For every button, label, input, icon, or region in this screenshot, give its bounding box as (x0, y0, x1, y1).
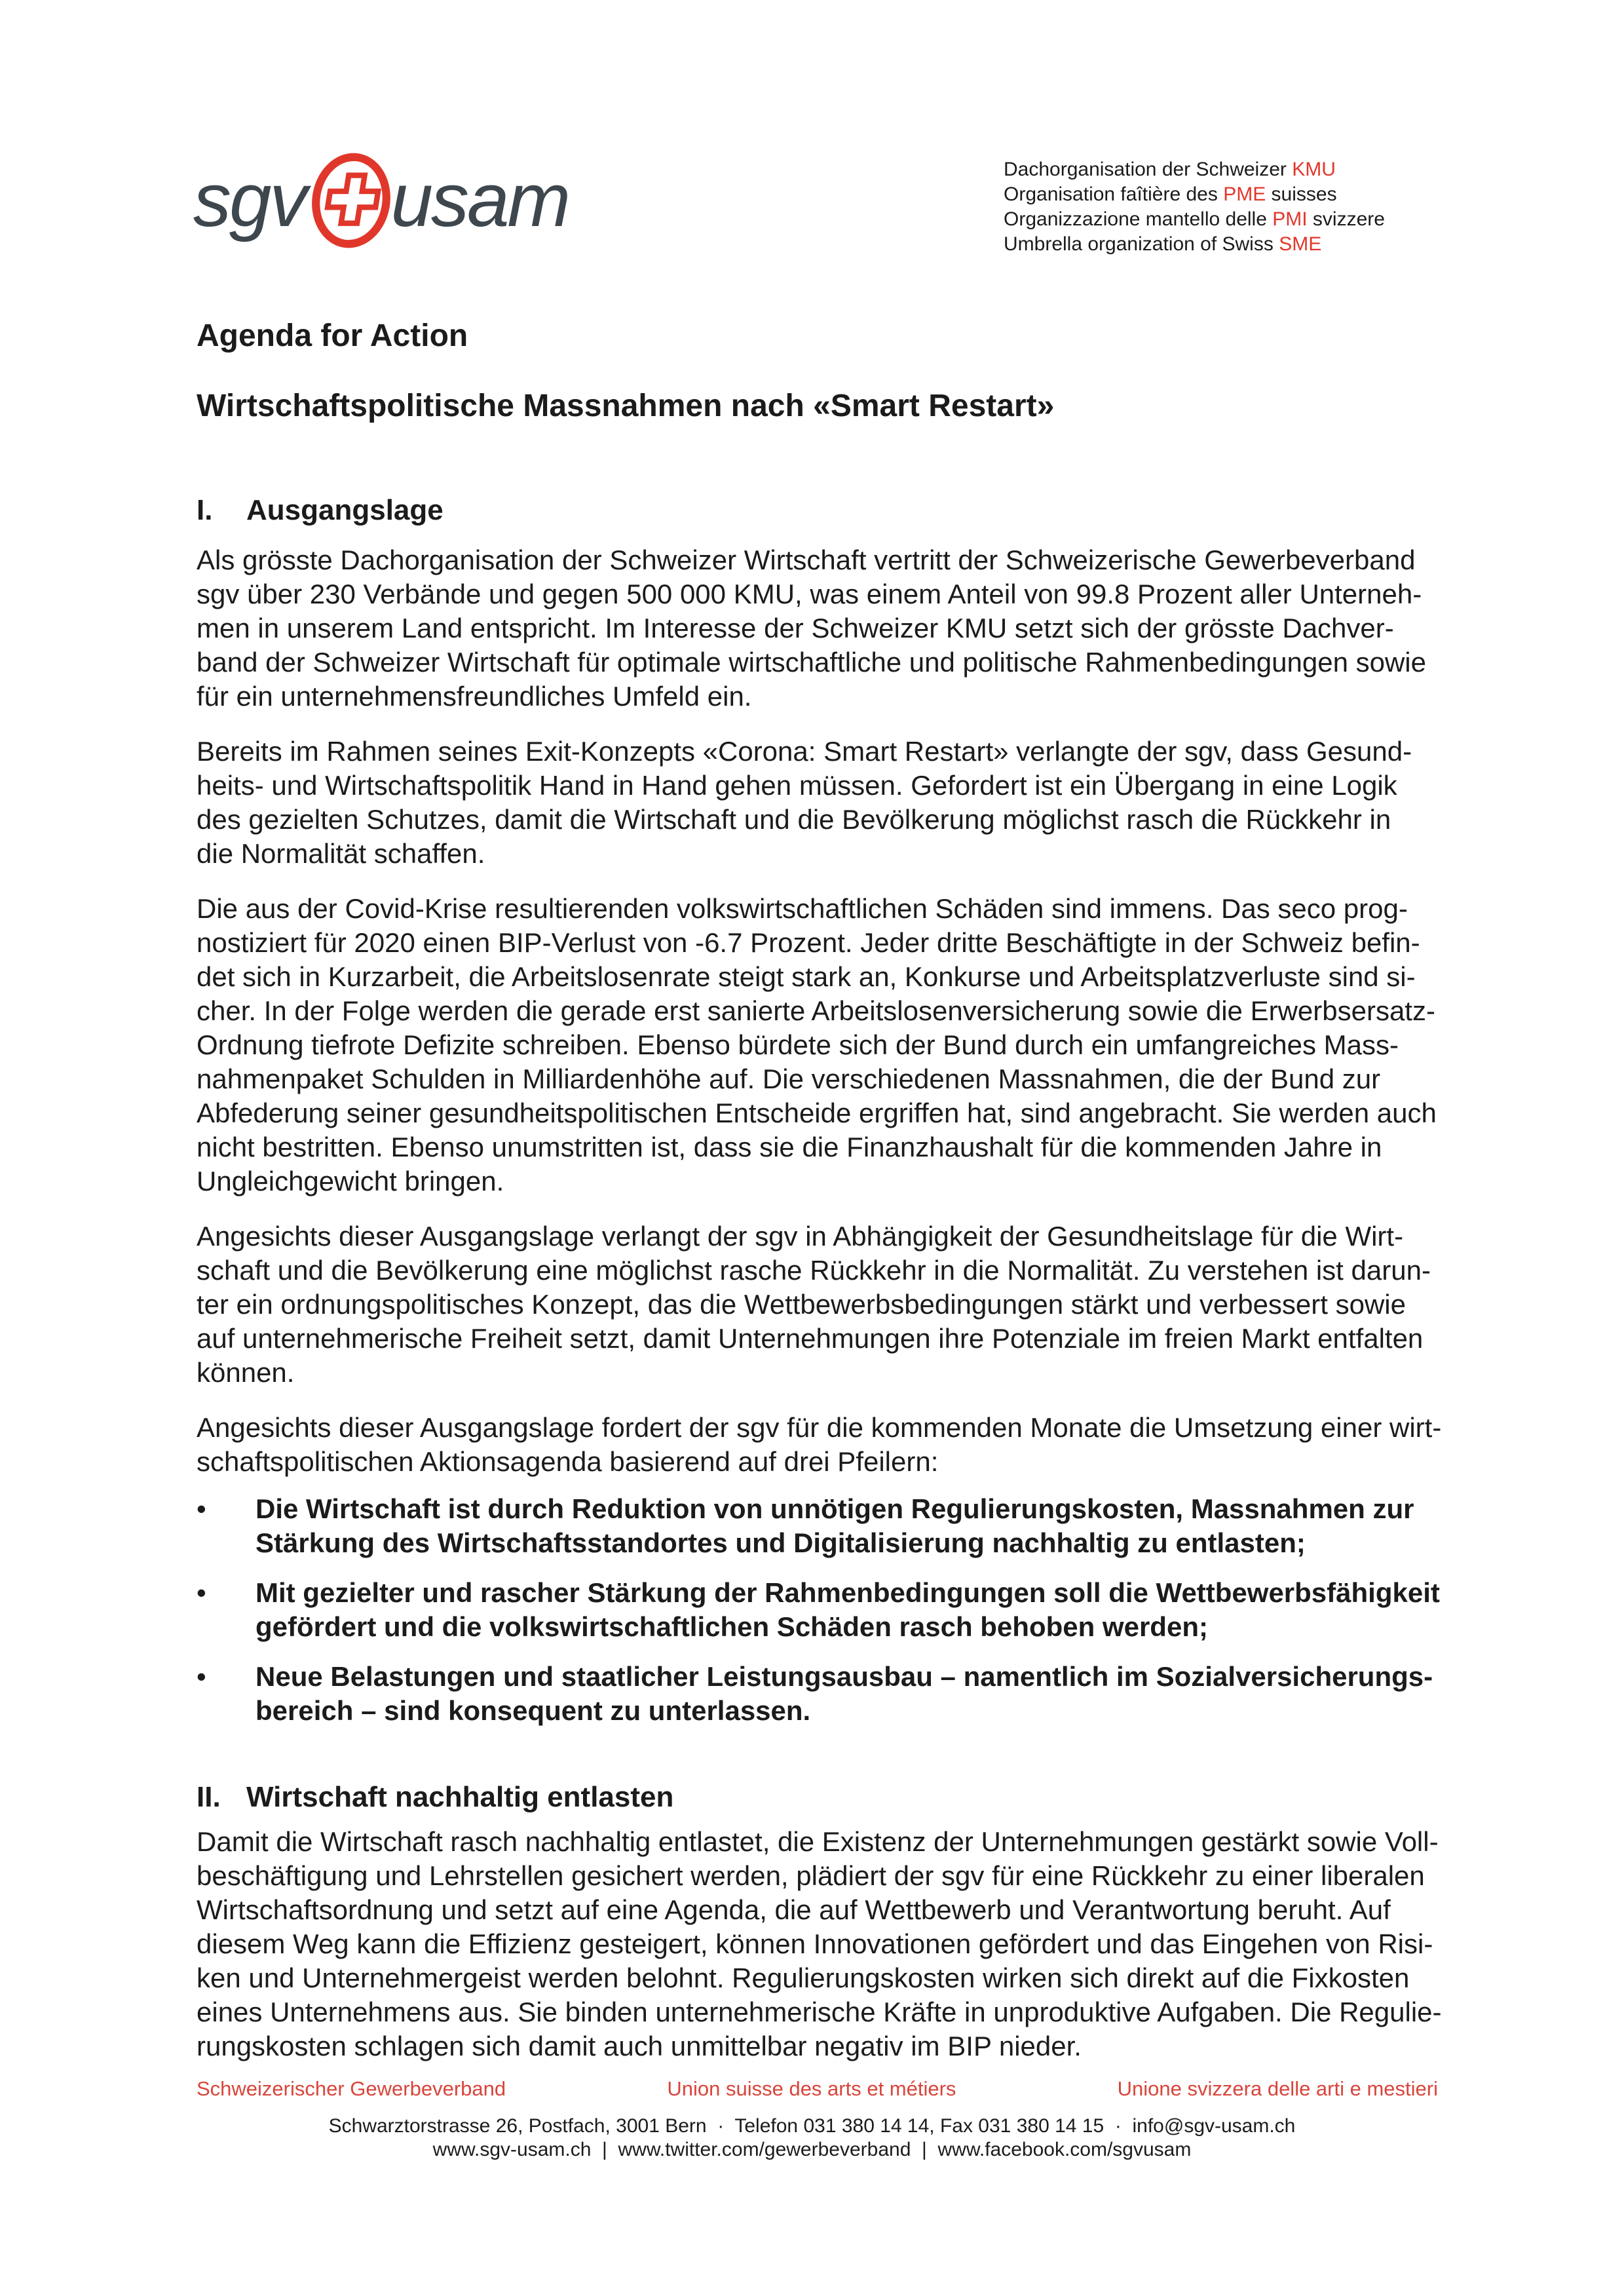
section-heading-1 (197, 493, 1438, 527)
section-heading-2 (197, 1780, 1438, 1814)
text-line: nostiziert für 2020 einen BIP-Verlust von -6.7 Prozent. Jeder dritte Beschäftigte in der Schweiz befin- (197, 927, 1420, 958)
text-line: Abfederung seiner gesundheitspolitischen Entscheide ergriffen hat, sind angebracht. Sie werden auch (197, 1098, 1437, 1128)
footer-org-name: Unione svizzera delle arti e mestieri (1117, 2077, 1438, 2100)
org-line-post: svizzere (1307, 208, 1385, 230)
logo-sgv-text: sgv (193, 157, 306, 242)
text-line: eines Unternehmens aus. Sie binden unternehmerische Kräfte in unproduktive Aufgaben. Die Regulie- (197, 1997, 1442, 2027)
paragraph (197, 1411, 1442, 1479)
text-line: gefördert und die volkswirtschaftlichen Schäden rasch behoben werden; (255, 1611, 1208, 1642)
text-line: Angesichts dieser Ausgangslage verlangt der sgv in Abhängigkeit der Gesundheitslage für die Wirt- (197, 1221, 1404, 1252)
org-descriptor-line (1004, 232, 1385, 257)
section-title: Wirtschaft nachhaltig entlasten (246, 1781, 674, 1813)
text-line: schaft und die Bevölkerung eine möglichst rasche Rückkehr in die Normalität. Zu verstehen ist darun- (197, 1255, 1431, 1286)
text-line: beschäftigung und Lehrstellen gesichert werden, plädiert der sgv für eine Rückkehr zu einer liberalen (197, 1860, 1425, 1891)
bullet-dot-icon: • (197, 1493, 206, 1524)
text-line: band der Schweizer Wirtschaft für optimale wirtschaftliche und politische Rahmenbedingungen sowie (197, 647, 1426, 678)
org-line-acronym: SME (1279, 233, 1322, 255)
bullet-dot-icon: • (197, 1661, 206, 1692)
document-body (197, 318, 1442, 2063)
footer-address-line: Schwarztorstrasse 26, Postfach, 3001 Bern · Telefon 031 380 14 14, Fax 031 380 14 15 · info@sgv-usam.ch (328, 2115, 1296, 2137)
text-line: ken und Unternehmergeist werden belohnt. Regulierungskosten wirken sich direkt auf die Fixkosten (197, 1962, 1410, 1993)
section-number: II. (197, 1781, 221, 1813)
org-line-acronym: PMI (1272, 208, 1308, 230)
bullet-item (197, 1660, 1438, 1728)
text-line: des gezielten Schutzes, damit die Wirtschaft und die Bevölkerung möglichst rasch die Rückkehr in (197, 804, 1391, 835)
org-descriptor-line (1004, 182, 1385, 207)
document-subtitle: Wirtschaftspolitische Massnahmen nach «Smart Restart» (197, 389, 1055, 423)
text-line: bereich – sind konsequent zu unterlassen. (255, 1695, 811, 1726)
text-line: Damit die Wirtschaft rasch nachhaltig entlastet, die Existenz der Unternehmungen gestärkt sowie Voll- (197, 1826, 1439, 1857)
paragraph (197, 892, 1438, 1198)
sgv-usam-logo (193, 145, 569, 254)
org-descriptor-line (1004, 157, 1385, 182)
text-line: diesem Weg kann die Effizienz gesteigert, können Innovationen gefördert und das Eingehen von Risi- (197, 1928, 1433, 1959)
bullet-text (255, 1660, 1433, 1728)
bullet-list (197, 1492, 1438, 1728)
text-line: die Normalität schaffen. (197, 838, 485, 869)
text-line: Als grösste Dachorganisation der Schweizer Wirtschaft vertritt der Schweizerische Gewerbeverband (197, 545, 1416, 575)
text-line: men in unserem Land entspricht. Im Interesse der Schweizer KMU setzt sich der grösste Dachver- (197, 613, 1394, 643)
org-line-pre: Dachorganisation der Schweizer (1004, 159, 1293, 180)
text-line: sgv über 230 Verbände und gegen 500 000 KMU, was einem Anteil von 99.8 Prozent aller Unterneh- (197, 579, 1422, 609)
org-line-pre: Organisation faîtière des (1004, 183, 1224, 205)
org-line-acronym: KMU (1292, 159, 1336, 180)
org-descriptor-line (1004, 207, 1385, 232)
footer-web-links: www.sgv-usam.ch | www.twitter.com/gewerbeverband | www.facebook.com/sgvusam (432, 2139, 1192, 2160)
text-line: rungskosten schlagen sich damit auch unmittelbar negativ im BIP nieder. (197, 2031, 1082, 2061)
paragraph (197, 735, 1438, 871)
org-line-acronym: PME (1223, 183, 1266, 205)
text-line: nicht bestritten. Ebenso unumstritten ist, dass sie die Finanzhaushalt für die kommenden Jahre in (197, 1132, 1382, 1162)
swiss-cross-ring-icon (302, 148, 400, 256)
text-line: nahmenpaket Schulden in Milliardenhöhe auf. Die verschiedenen Massnahmen, die der Bund zur (197, 1063, 1381, 1094)
document-header (0, 0, 1624, 275)
text-line: auf unternehmerische Freiheit setzt, damit Unternehmungen ihre Potenziale im freien Markt entfalten (197, 1323, 1424, 1354)
text-line: ter ein ordnungspolitisches Konzept, das die Wettbewerbsbedingungen stärkt und verbessert sowie (197, 1289, 1406, 1320)
bullet-item (197, 1492, 1438, 1560)
text-line: können. (197, 1357, 295, 1388)
footer-org-name: Union suisse des arts et métiers (667, 2077, 956, 2100)
org-line-pre: Organizzazione mantello delle (1004, 208, 1273, 230)
logo-usam-text: usam (390, 157, 569, 242)
text-line: Neue Belastungen und staatlicher Leistungsausbau – namentlich im Sozialversicherungs- (255, 1661, 1433, 1692)
text-line: heits- und Wirtschaftspolitik Hand in Hand gehen müssen. Gefordert ist ein Übergang in eine Logik (197, 770, 1397, 801)
bullet-dot-icon: • (197, 1577, 206, 1608)
section-number: I. (197, 494, 213, 526)
text-line: Ordnung tiefrote Defizite schreiben. Ebenso bürdete sich der Bund durch ein umfangreiches Mass- (197, 1029, 1399, 1060)
bullet-item (197, 1576, 1438, 1644)
text-line: det sich in Kurzarbeit, die Arbeitslosenrate steigt stark an, Konkurse und Arbeitsplatzverluste sind si- (197, 961, 1416, 992)
paragraph (197, 1219, 1438, 1390)
text-line: Die aus der Covid-Krise resultierenden volkswirtschaftlichen Schäden sind immens. Das seco prog- (197, 893, 1408, 924)
paragraph (197, 543, 1438, 714)
text-line: Wirtschaftsordnung und setzt auf eine Agenda, die auf Wettbewerb und Verantwortung beruht. Auf (197, 1894, 1391, 1925)
text-line: Ungleichgewicht bringen. (197, 1166, 504, 1196)
text-line: für ein unternehmensfreundliches Umfeld ein. (197, 681, 752, 712)
org-line-post: suisses (1266, 183, 1337, 205)
paragraph (197, 1825, 1442, 2063)
org-line-pre: Umbrella organization of Swiss (1004, 233, 1279, 255)
footer-organization-names (197, 2077, 1438, 2101)
text-line: Die Wirtschaft ist durch Reduktion von unnötigen Regulierungskosten, Massnahmen zur (255, 1493, 1414, 1524)
text-line: Bereits im Rahmen seines Exit-Konzepts «Corona: Smart Restart» verlangte der sgv, dass Gesund- (197, 736, 1412, 767)
bullet-text (255, 1576, 1440, 1644)
text-line: Angesichts dieser Ausgangslage fordert der sgv für die kommenden Monate die Umsetzung einer wirt- (197, 1412, 1442, 1443)
document-title: Agenda for Action (197, 318, 468, 353)
text-line: Stärkung des Wirtschaftsstandortes und Digitalisierung nachhaltig zu entlasten; (255, 1527, 1306, 1558)
bullet-text (255, 1492, 1414, 1560)
organization-descriptors (1004, 157, 1385, 257)
text-line: Mit gezielter und rascher Stärkung der Rahmenbedingungen soll die Wettbewerbsfähigkeit (255, 1577, 1440, 1608)
text-line: schaftspolitischen Aktionsagenda basierend auf drei Pfeilern: (197, 1446, 939, 1477)
footer-org-name: Schweizerischer Gewerbeverband (197, 2077, 506, 2100)
text-line: cher. In der Folge werden die gerade erst sanierte Arbeitslosenversicherung sowie die Erwerbsersatz- (197, 995, 1435, 1026)
section-title: Ausgangslage (246, 494, 444, 526)
